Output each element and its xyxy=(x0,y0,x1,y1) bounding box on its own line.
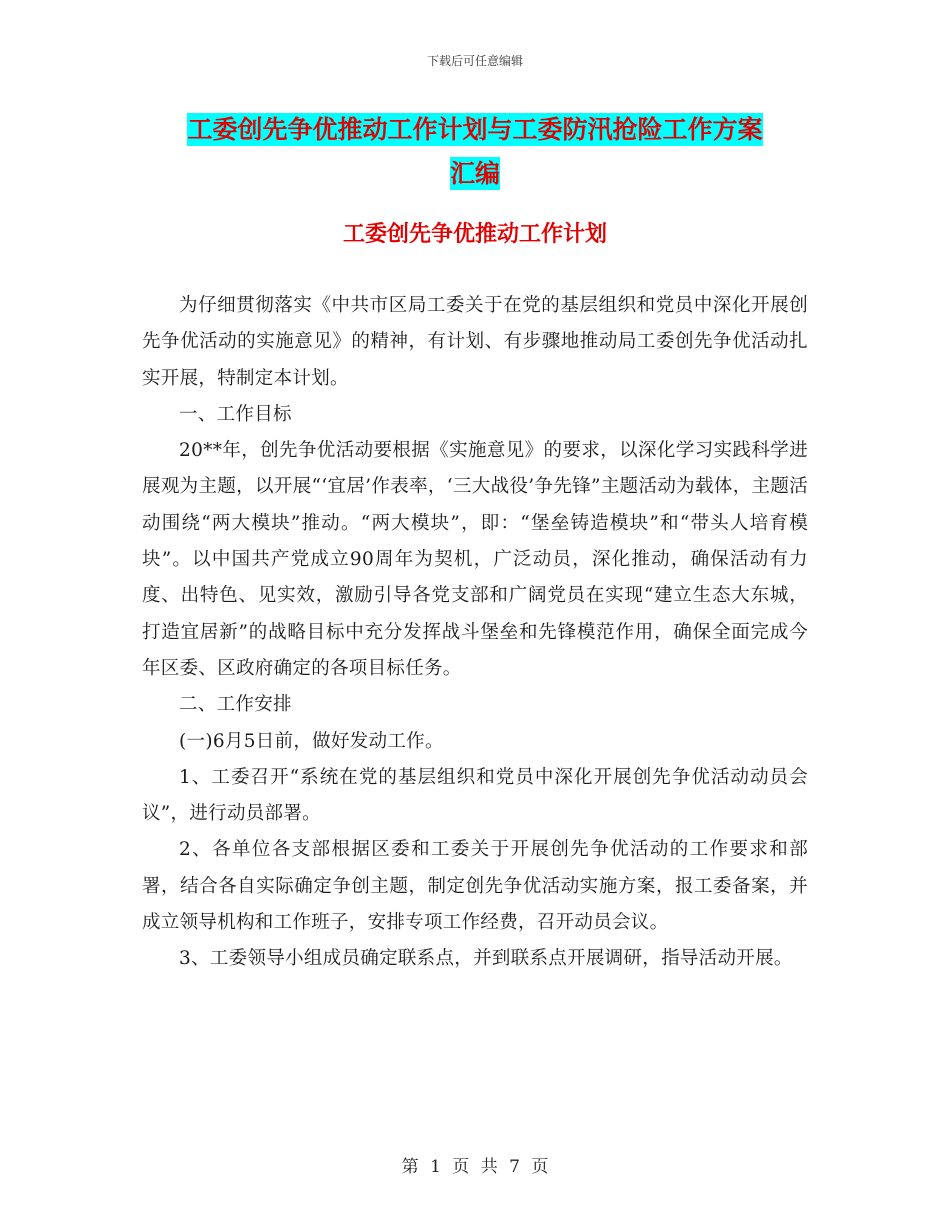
paragraph-goals: 20**年，创先争优活动要根据《实施意见》的要求，以深化学习实践科学进展观为主题，以开展“‘宜居’作表率，‘三大战役’争先锋”主题活动为载体，主题活动围绕“两大模块”推动。“两大模块”，即：“堡垒铸造模块”和“带头人培育模块”。以中国共产党成立90周年为契机，广泛动员，深化推动，确保活动有力度、出特色、见实效，激励引导各党支部和广阔党员在实现“建立生态大东城，打造宜居新”的战略目标中充分发挥战斗堡垒和先锋模范作用，确保全面完成今年区委、区政府确定的各项目标任务。 xyxy=(142,440,808,679)
paragraph-arrangement-1: (一)6月5日前，做好发动工作。 xyxy=(179,730,444,752)
heading-work-goals: 一、工作目标 xyxy=(179,403,292,425)
page-number-footer: 第 1 页 共 7 页 xyxy=(401,1157,549,1177)
heading-work-arrangement: 二、工作安排 xyxy=(179,694,292,716)
list-item-1: 1、工委召开“系统在党的基层组织和党员中深化开展创先争优活动动员会议”，进行动员部署。 xyxy=(142,766,808,825)
document-title-line-2: 汇编 xyxy=(449,159,500,188)
list-item-3: 3、工委领导小组成员确定联系点，并到联系点开展调研，指导活动开展。 xyxy=(179,948,793,970)
page-header-note: 下载后可任意编辑 xyxy=(426,54,523,68)
document-title xyxy=(0,108,950,196)
document-body xyxy=(142,288,808,978)
list-item-2: 2、各单位各支部根据区委和工委关于开展创先争优活动的工作要求和部署，结合各自实际确定争创主题，制定创先争优活动实施方案，报工委备案，并成立领导机构和工作班子，安排专项工作经费，召开动员会议。 xyxy=(142,839,808,934)
paragraph-intro: 为仔细贯彻落实《中共市区局工委关于在党的基层组织和党员中深化开展创先争优活动的实施意见》的精神，有计划、有步骤地推动局工委创先争优活动扎实开展，特制定本计划。 xyxy=(142,295,808,389)
section-title: 工委创先争优推动工作计划 xyxy=(342,222,607,247)
document-title-line-1: 工委创先争优推动工作计划与工委防汛抢险工作方案 xyxy=(187,115,763,144)
